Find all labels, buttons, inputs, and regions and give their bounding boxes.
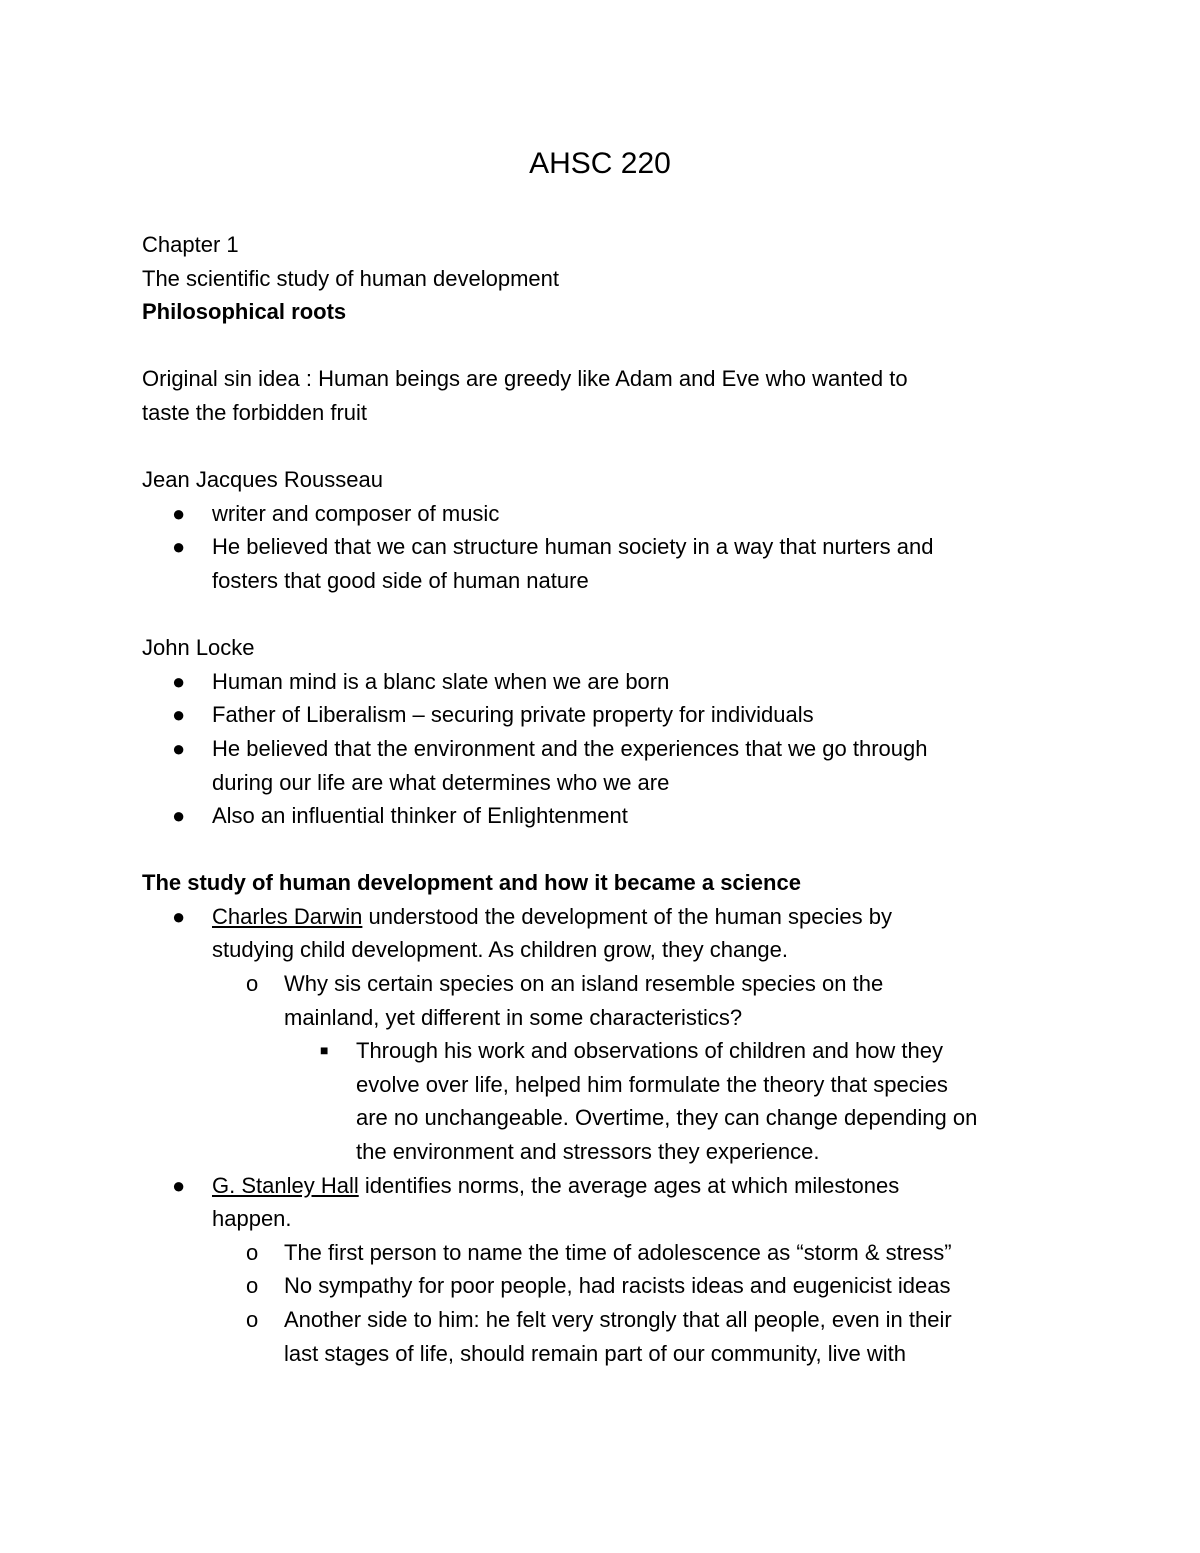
- darwin-text: [212, 900, 1072, 934]
- section-heading-science: The study of human development and how it became a science: [142, 870, 801, 896]
- sub-bullet-text-cont: mainland, yet different in some characteristics?: [284, 1004, 743, 1030]
- subsub-bullet-text-cont: the environment and stressors they experience.: [356, 1139, 820, 1165]
- list-item: [142, 900, 1072, 1169]
- original-sin-text: Original sin idea : Human beings are greedy like Adam and Eve who wanted to: [142, 366, 908, 392]
- bullet-icon: ●: [172, 803, 186, 829]
- bullet-text: Human mind is a blanc slate when we are born: [212, 668, 670, 694]
- bullet-icon: ●: [172, 903, 186, 929]
- spacer: [142, 598, 1072, 632]
- locke-bullet-list: [142, 665, 1072, 833]
- list-item: [142, 665, 1072, 699]
- subsub-bullet-text: Through his work and observations of children and how they: [356, 1038, 944, 1064]
- section-heading-philosophical-roots: Philosophical roots: [142, 299, 347, 325]
- list-item: [212, 967, 1072, 1169]
- list-item: [142, 497, 1072, 531]
- hall-text: [212, 1169, 1072, 1203]
- list-item: [212, 1269, 1072, 1303]
- hall-text-rest: identifies norms, the average ages at which milestones: [358, 1172, 900, 1198]
- chapter-label: Chapter 1: [142, 232, 239, 257]
- subsub-bullet-text-cont: are no unchangeable. Overtime, they can change depending on: [356, 1105, 978, 1131]
- bullet-icon: ●: [172, 534, 186, 560]
- hall-name: G. Stanley Hall: [212, 1172, 359, 1198]
- bullet-text: He believed that we can structure human society in a way that nurters and: [212, 534, 934, 560]
- bullet-icon: ●: [172, 735, 186, 761]
- sub-bullet-text-cont: last stages of life, should remain part of our community, live with: [284, 1340, 906, 1366]
- darwin-text-cont: studying child development. As children grow, they change.: [212, 937, 789, 963]
- list-item: [142, 799, 1072, 833]
- circle-bullet-icon: o: [246, 971, 259, 997]
- darwin-name: Charles Darwin: [212, 903, 363, 929]
- list-item: [284, 1034, 1072, 1168]
- square-bullet-icon: ■: [320, 1042, 329, 1059]
- bullet-text-cont: during our life are what determines who we are: [212, 769, 670, 795]
- list-item: [212, 1303, 1072, 1370]
- hall-sub-list: [212, 1236, 1072, 1370]
- bullet-icon: ●: [172, 668, 186, 694]
- bullet-text: He believed that the environment and the experiences that we go through: [212, 735, 928, 761]
- original-sin-text-cont: taste the forbidden fruit: [142, 399, 368, 425]
- bullet-text: Father of Liberalism – securing private property for individuals: [212, 702, 814, 728]
- bullet-icon: ●: [172, 500, 186, 526]
- circle-bullet-icon: o: [246, 1273, 259, 1299]
- chapter-subtitle: The scientific study of human development: [142, 265, 560, 291]
- spacer: [142, 430, 1072, 464]
- hall-text-cont: happen.: [212, 1206, 292, 1232]
- bullet-text: writer and composer of music: [212, 500, 500, 526]
- sub-bullet-text: No sympathy for poor people, had racists ideas and eugenicist ideas: [284, 1273, 951, 1299]
- document-title: AHSC 220: [529, 147, 671, 180]
- rousseau-heading: Jean Jacques Rousseau: [142, 467, 383, 493]
- locke-heading: John Locke: [142, 635, 255, 661]
- list-item: [142, 698, 1072, 732]
- darwin-sub-list: [212, 967, 1072, 1169]
- science-bullet-list: [142, 900, 1072, 1370]
- list-item: [142, 530, 1072, 597]
- bullet-icon: ●: [172, 1172, 186, 1198]
- darwin-text-rest: understood the development of the human species by: [362, 903, 892, 929]
- document-body: [142, 228, 1072, 1370]
- spacer: [142, 833, 1072, 867]
- subsub-bullet-text-cont: evolve over life, helped him formulate the theory that species: [356, 1071, 948, 1097]
- sub-bullet-text: Another side to him: he felt very strongly that all people, even in their: [284, 1307, 952, 1332]
- spacer: [142, 329, 1072, 363]
- bullet-icon: ●: [172, 702, 186, 728]
- sub-bullet-text: Why sis certain species on an island resemble species on the: [284, 971, 884, 997]
- bullet-text: Also an influential thinker of Enlightenment: [212, 803, 628, 829]
- list-item: [212, 1236, 1072, 1270]
- circle-bullet-icon: o: [246, 1307, 259, 1332]
- list-item: [142, 1169, 1072, 1371]
- list-item: [142, 732, 1072, 799]
- sub-bullet-text: The first person to name the time of adolescence as “storm & stress”: [284, 1239, 952, 1265]
- rousseau-bullet-list: [142, 497, 1072, 598]
- circle-bullet-icon: o: [246, 1239, 259, 1265]
- bullet-text-cont: fosters that good side of human nature: [212, 567, 589, 593]
- darwin-subsub-list: [284, 1034, 1072, 1168]
